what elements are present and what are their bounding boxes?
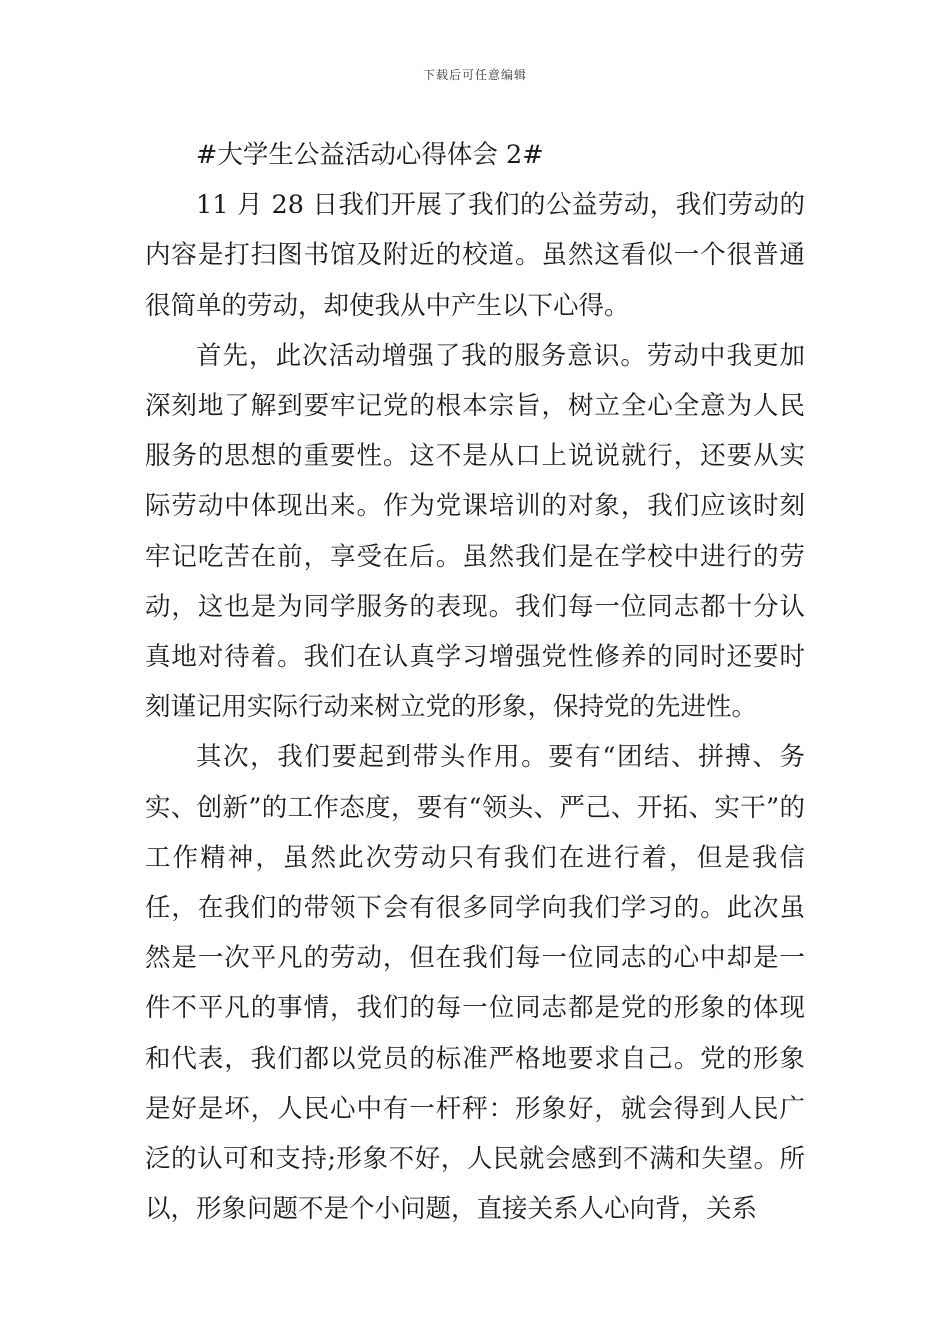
- document-title: #大学生公益活动心得体会 2#: [196, 140, 544, 170]
- paragraph-2: 首先，此次活动增强了我的服务意识。劳动中我更加深刻地了解到要牢记党的根本宗旨，树立全心全意为人民服务的思想的重要性。这不是从口上说说就行，还要从实际劳动中体现出来。作为党课培训的对象，我们应该时刻牢记吃苦在前，享受在后。虽然我们是在学校中进行的劳动，这也是为同学服务的表现。我们每一位同志都十分认真地对待着。我们在认真学习增强党性修养的同时还要时刻谨记用实际行动来树立党的形象，保持党的先进性。: [145, 340, 805, 723]
- header-note: 下载后可任意编辑: [422, 68, 527, 82]
- paragraph-3: 其次，我们要起到带头作用。要有“团结、拼搏、务实、创新”的工作态度，要有“领头、严己、开拓、实干”的工作精神，虽然此次劳动只有我们在进行着，但是我信任，在我们的带领下会有很多同学向我们学习的。此次虽然是一次平凡的劳动，但在我们每一位同志的心中却是一件不平凡的事情，我们的每一位同志都是党的形象的体现和代表，我们都以党员的标准严格地要求自己。党的形象是好是坏，人民心中有一杆秤：形象好，就会得到人民广泛的认可和支持;形象不好，人民就会感到不满和失望。所以，形象问题不是个小问题，直接关系人心向背，关系: [145, 742, 805, 1225]
- document-body: [145, 130, 805, 1234]
- paragraph-1: 11 月 28 日我们开展了我们的公益劳动，我们劳动的内容是打扫图书馆及附近的校道。虽然这看似一个很普通很简单的劳动，却使我从中产生以下心得。: [145, 190, 805, 321]
